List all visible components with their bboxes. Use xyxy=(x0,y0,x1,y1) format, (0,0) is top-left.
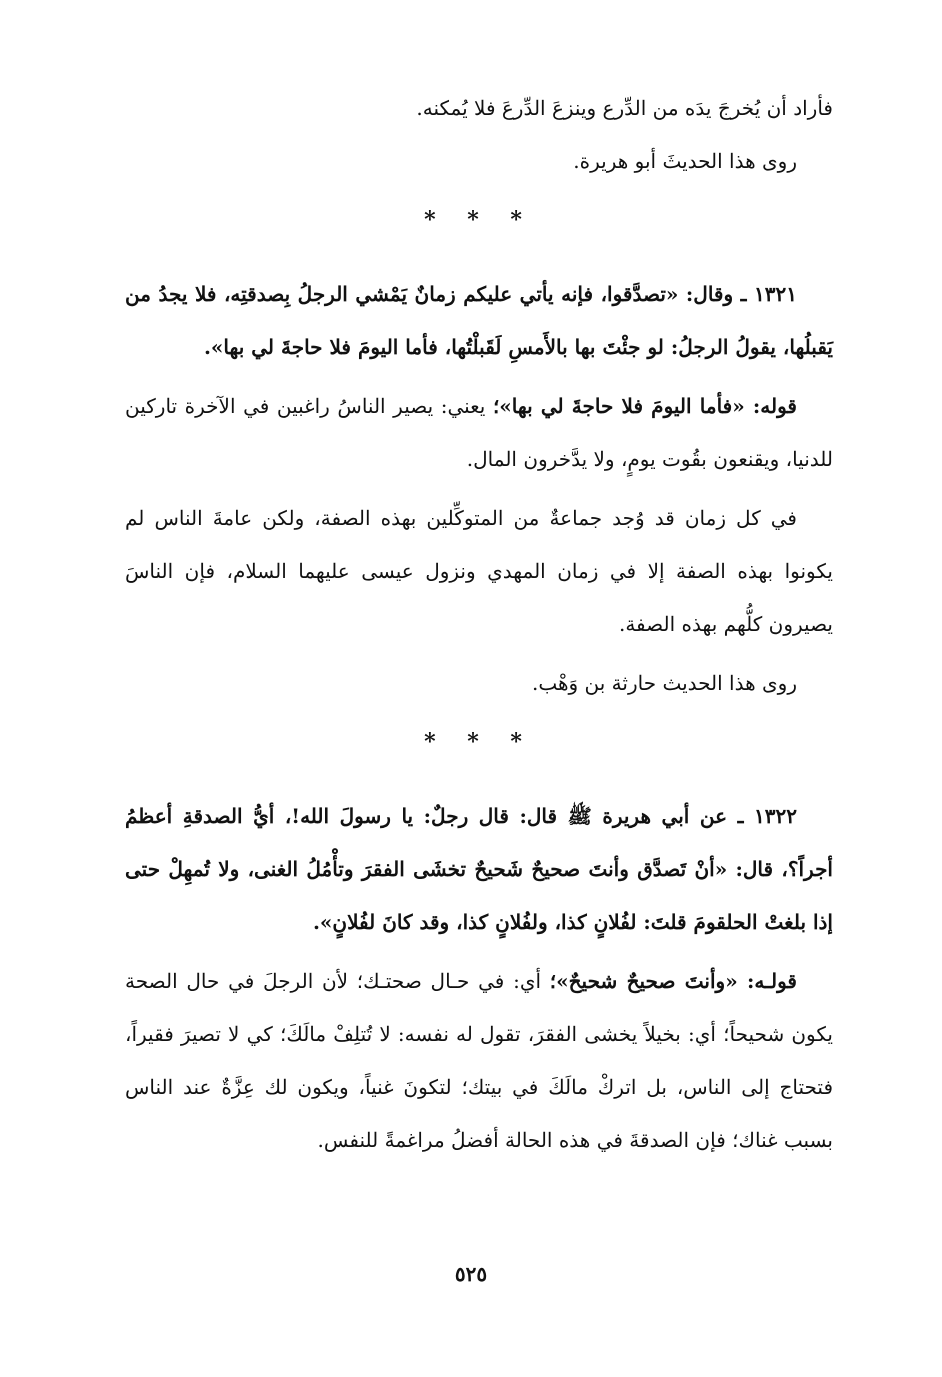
section-separator-1: * * * xyxy=(424,207,534,233)
commentary-1 xyxy=(125,380,833,486)
commentary-2: في كل زمان قد وُجد جماعةٌ من المتوكِّلين بهذه الصفة، ولكن عامةَ الناس لم يكونوا بهذه الصفة إلا في زمان المهدي ونزول عيسى عليهما السلام، فإن الناسَ يصيرون كلُّهم بهذه الصفة. xyxy=(125,506,833,636)
commentary-3 xyxy=(125,955,833,1167)
paragraph-1: فأراد أن يُخرجَ يدَه من الدِّرع وينزعَ الدِّرعَ فلا يُمكنه. xyxy=(416,96,833,120)
body-text xyxy=(125,82,833,1167)
section-separator-2: * * * xyxy=(424,729,534,755)
hadith-1321: ١٣٢١ ـ وقال: «تصدَّقوا، فإنه يأتي عليكم زمانٌ يَمْشي الرجلُ بِصدقتِه، فلا يجدُ من يَقبلُها، يقولُ الرجلُ: لو جئْتَ بها بالأَمسِ لَقَبلْتُها، فأما اليومَ فلا حاجةَ لي بها». xyxy=(125,282,833,359)
narrator-note-1: روى هذا الحديثَ أبو هريرة. xyxy=(573,149,797,173)
commentary-3-quote: قولـه: «وأنتَ صحيحٌ شحيحٌ»؛ xyxy=(549,969,797,993)
page-number: ٥٢٥ xyxy=(454,1262,488,1286)
commentary-3-text: أي: في حـال صحتـك؛ لأن الرجلَ في حال الصحة يكون شحيحاً؛ أي: بخيلاً يخشى الفقرَ، تقول له نفسه: لا تُتلِفْ مالَكَ؛ كي لا تصيرَ فقيراً، فتحتاج إلى الناس، بل اتركْ مالَكَ في بيتك؛ لتكونَ غنياً، ويكون لك عِزَّةٌ عند الناس بسبب غناك؛ فإن الصدقةَ في هذه الحالة أفضلُ مراغمةً للنفس. xyxy=(125,969,833,1152)
commentary-1-quote: قوله: «فأما اليومَ فلا حاجةَ لي بها»؛ xyxy=(492,394,797,418)
narrator-note-2: روى هذا الحديث حارثة بن وَهْب. xyxy=(531,671,797,695)
hadith-1322: ١٣٢٢ ـ عن أبي هريرة ﷺ قال: قال رجلٌ: يا رسولَ الله!، أيُّ الصدقةِ أعظمُ أجراً؟، قال: «أنْ تَصدَّق وأنتَ صحيحٌ شَحيحٌ تخشَى الفقرَ وتأْمُلُ الغنى، ولا تُمهِلْ حتى إذا بلغتْ الحلقومَ قلتَ: لفُلانٍ كذا، ولفُلانٍ كذا، وقد كانَ لفُلانٍ». xyxy=(125,804,833,934)
commentary-1-text: يعني: يصير الناسُ راغبين في الآخرة تاركين للدنيا، ويقنعون بقُوت يومٍ، ولا يدَّخرون المال. xyxy=(125,394,833,471)
